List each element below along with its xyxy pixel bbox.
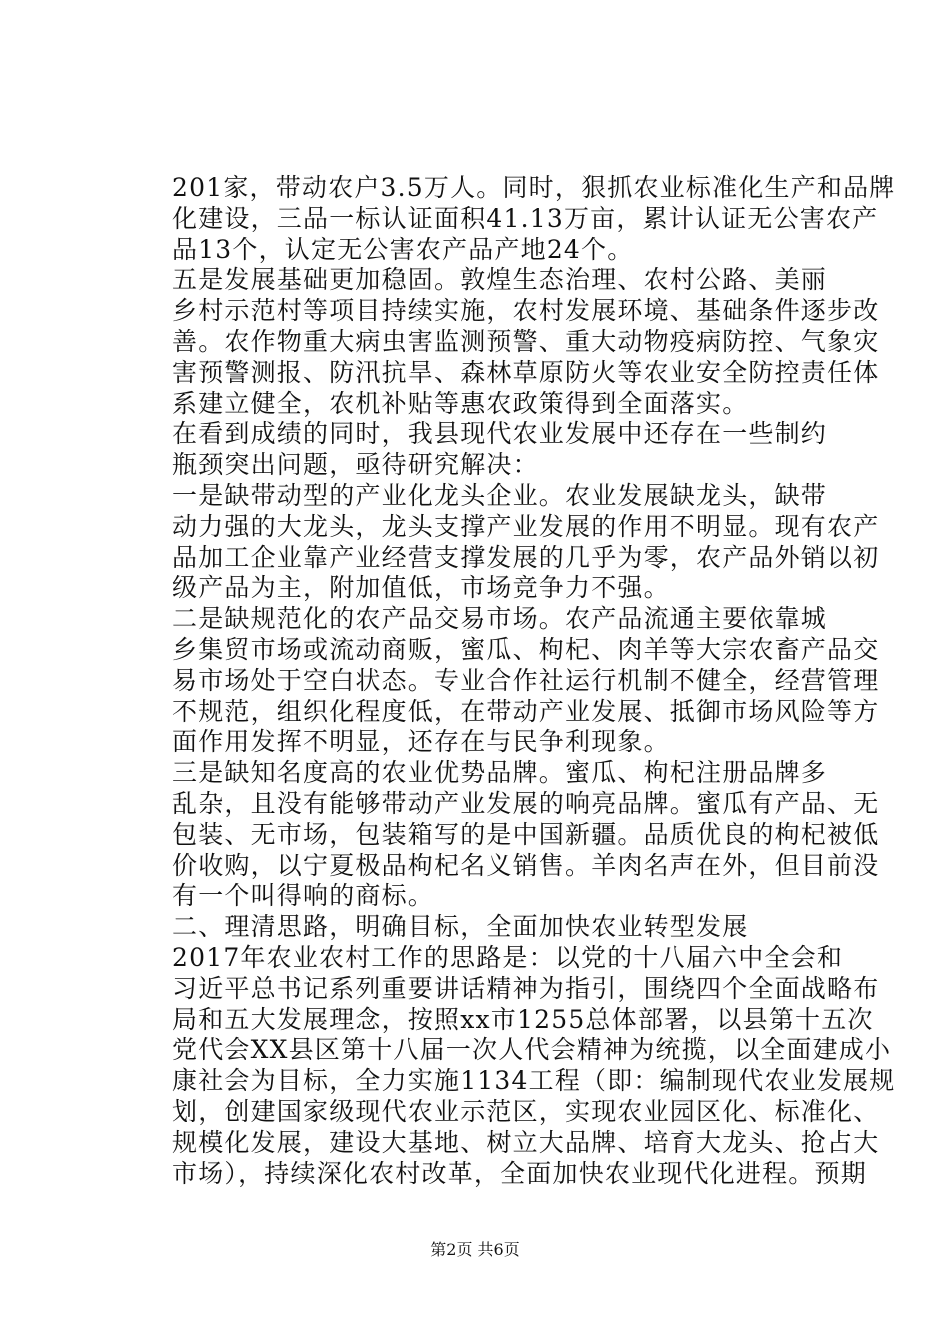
text-line: 面作用发挥不明显，还存在与民争利现象。 xyxy=(172,727,670,757)
text-line: 党代会XX县区第十八届一次人代会精神为统揽，以全面建成小 xyxy=(172,1035,892,1065)
text-line: 五是发展基础更加稳固。敦煌生态治理、农村公路、美丽 xyxy=(172,265,828,295)
text-line: 不规范，组织化程度低，在带动产业发展、抵御市场风险等方 xyxy=(172,696,880,726)
text-line: 201家，带动农户3.5万人。同时，狠抓农业标准化生产和品牌 xyxy=(172,173,896,202)
text-line: 有一个叫得响的商标。 xyxy=(172,881,435,911)
text-line: 康社会为目标，全力实施1134工程（即：编制现代农业发展规 xyxy=(172,1066,896,1096)
text-line: 局和五大发展理念，按照xx市1255总体部署，以县第十五次 xyxy=(172,1004,874,1034)
text-line: 乡集贸市场或流动商贩，蜜瓜、枸杞、肉羊等大宗农畜产品交 xyxy=(172,634,880,664)
text-line: 级产品为主，附加值低，市场竞争力不强。 xyxy=(172,573,670,603)
text-line: 系建立健全，农机补贴等惠农政策得到全面落实。 xyxy=(172,388,749,418)
section-heading: 二、理清思路，明确目标，全面加快农业转型发展 xyxy=(172,912,749,942)
text-line: 乱杂，且没有能够带动产业发展的响亮品牌。蜜瓜有产品、无 xyxy=(172,788,880,818)
text-line: 动力强的大龙头，龙头支撑产业发展的作用不明显。现有农产 xyxy=(172,511,880,541)
text-line: 害预警测报、防汛抗旱、森林草原防火等农业安全防控责任体 xyxy=(172,357,880,387)
text-line: 规模化发展，建设大基地、树立大品牌、培育大龙头、抢占大 xyxy=(172,1127,880,1157)
text-line: 市场），持续深化农村改革，全面加快农业现代化进程。预期 xyxy=(172,1158,867,1188)
text-line: 三是缺知名度高的农业优势品牌。蜜瓜、枸杞注册品牌多 xyxy=(172,758,828,788)
text-line: 一是缺带动型的产业化龙头企业。农业发展缺龙头，缺带 xyxy=(172,480,828,510)
text-line: 乡村示范村等项目持续实施，农村发展环境、基础条件逐步改 xyxy=(172,296,880,326)
text-line: 包装、无市场，包装箱写的是中国新疆。品质优良的枸杞被低 xyxy=(172,819,880,849)
text-line: 化建设，三品一标认证面积41.13万亩，累计认证无公害农产 xyxy=(172,203,879,233)
text-line: 在看到成绩的同时，我县现代农业发展中还存在一些制约 xyxy=(172,419,828,449)
text-line: 品13个，认定无公害农产品产地24个。 xyxy=(172,234,634,264)
text-line: 易市场处于空白状态。专业合作社运行机制不健全，经营管理 xyxy=(172,665,880,695)
text-line: 划，创建国家级现代农业示范区，实现农业园区化、标准化、 xyxy=(172,1096,880,1126)
text-line: 价收购，以宁夏极品枸杞名义销售。羊肉名声在外，但目前没 xyxy=(172,850,880,880)
text-line: 2017年农业农村工作的思路是：以党的十八届六中全会和 xyxy=(172,942,844,972)
text-line: 善。农作物重大病虫害监测预警、重大动物疫病防控、气象灾 xyxy=(172,326,880,356)
text-line: 品加工企业靠产业经营支撑发展的几乎为零，农产品外销以初 xyxy=(172,542,880,572)
text-line: 二是缺规范化的农产品交易市场。农产品流通主要依靠城 xyxy=(172,604,828,634)
text-line: 瓶颈突出问题，亟待研究解决： xyxy=(172,450,539,480)
document-body xyxy=(172,173,896,1189)
text-line: 习近平总书记系列重要讲话精神为指引，围绕四个全面战略布 xyxy=(172,973,880,1003)
page-number-footer: 第2页 共6页 xyxy=(430,1240,520,1259)
